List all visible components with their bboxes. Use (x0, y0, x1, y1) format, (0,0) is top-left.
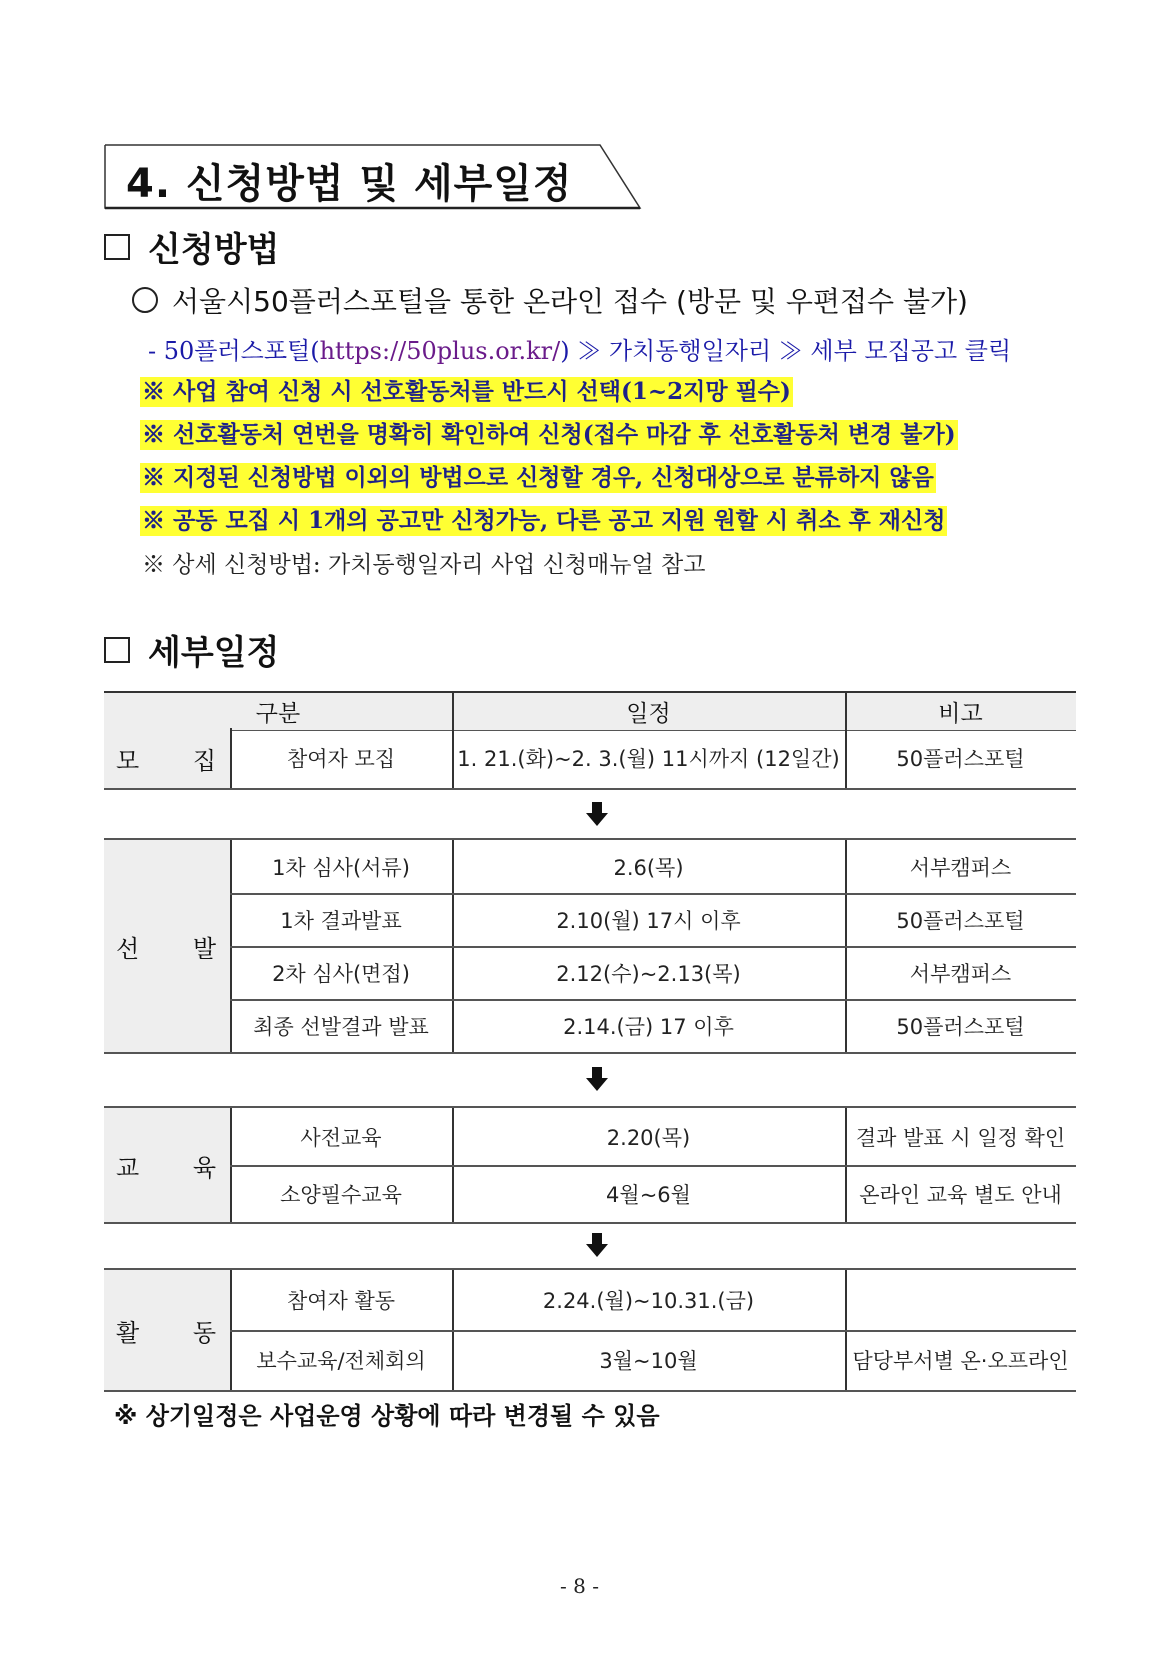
apply-method-heading (104, 222, 279, 271)
table-row-note: 온라인 교육 별도 안내 (859, 1182, 1062, 1207)
table-row-note: 50플러스포털 (896, 747, 1025, 771)
group-recruit (104, 728, 1076, 790)
group-education (104, 1106, 1076, 1224)
down-arrow-icon (584, 1232, 610, 1258)
table-row-note: 서부캠퍼스 (909, 855, 1012, 880)
down-arrow-icon (584, 801, 610, 827)
section-title-box (104, 144, 640, 210)
square-bullet-icon (104, 637, 130, 663)
group-activity (104, 1268, 1076, 1392)
table-row-item: 참여자 활동 (286, 1289, 396, 1313)
table-row-item: 보수교육/전체회의 (256, 1349, 426, 1373)
table-row-date: 2.6(목) (613, 855, 684, 880)
highlight-note-4: ※ 공동 모집 시 1개의 공고만 신청가능, 다른 공고 지원 원할 시 취소 후 재신청 (142, 507, 946, 534)
flow-arrow-2 (104, 1052, 1076, 1106)
table-row-date: 2.12(수)~2.13(목) (556, 961, 741, 986)
table-row-note: 결과 발표 시 일정 확인 (855, 1125, 1066, 1150)
page-number: - 8 - (560, 1574, 599, 1598)
portal-url-link[interactable]: https://50plus.or.kr/ (319, 337, 561, 365)
category-activity: 활 동 (104, 1270, 230, 1390)
main-item-text: 서울시50플러스포털을 통한 온라인 접수 (방문 및 우편접수 불가) (172, 285, 968, 318)
category-recruit: 모 집 (104, 728, 230, 788)
link-prefix: - 50플러스포털( (148, 337, 320, 365)
square-bullet-icon (104, 234, 130, 260)
table-row-item: 최종 선발결과 발표 (253, 1014, 429, 1039)
table-row-note (845, 1270, 1076, 1330)
table-header (104, 691, 1076, 731)
table-row-note: 서부캠퍼스 (909, 961, 1012, 986)
table-row-date: 4월~6월 (606, 1182, 691, 1207)
table-row-note: 50플러스포털 (896, 1014, 1025, 1039)
schedule-change-note: ※ 상기일정은 사업운영 상황에 따라 변경될 수 있음 (114, 1402, 660, 1430)
highlight-note-3: ※ 지정된 신청방법 이외의 방법으로 신청할 경우, 신청대상으로 분류하지 않음 (142, 464, 934, 491)
highlight-note-1: ※ 사업 참여 신청 시 선호활동처를 반드시 선택(1~2지망 필수) (142, 378, 791, 405)
col-header-note: 비고 (938, 701, 983, 727)
portal-path-line (148, 331, 1011, 366)
apply-method-main-item (132, 280, 968, 320)
highlight-note-2: ※ 선호활동처 연번을 명확히 확인하여 신청(접수 마감 후 선호활동처 변경 불가) (142, 421, 956, 448)
table-row-date: 2.10(월) 17시 이후 (556, 908, 741, 933)
category-selection: 선 발 (104, 840, 230, 1052)
table-row-date: 3월~10월 (599, 1349, 698, 1373)
col-header-category: 구분 (255, 701, 301, 727)
table-row-date: 1. 21.(화)~2. 3.(월) 11시까지 (12일간) (457, 747, 840, 771)
table-row-item: 2차 심사(면접) (272, 961, 410, 986)
category-education: 교 육 (104, 1108, 230, 1222)
schedule-heading-text: 세부일정 (148, 633, 280, 673)
col-header-date: 일정 (626, 701, 671, 727)
table-row-date: 2.20(목) (606, 1125, 691, 1150)
table-row-item: 1차 결과발표 (280, 908, 402, 933)
flow-arrow-1 (104, 790, 1076, 838)
table-row-date: 2.14.(금) 17 이후 (563, 1014, 734, 1039)
down-arrow-icon (584, 1066, 610, 1092)
section-title: 4. 신청방법 및 세부일정 (126, 161, 573, 207)
table-row-note: 50플러스포털 (896, 908, 1025, 933)
schedule-heading (104, 625, 279, 674)
group-selection (104, 838, 1076, 1054)
table-row-item: 1차 심사(서류) (272, 855, 410, 880)
circle-bullet-icon (132, 287, 158, 313)
table-row-item: 소양필수교육 (280, 1182, 402, 1207)
table-row-item: 사전교육 (300, 1125, 382, 1150)
table-row-note: 담당부서별 온·오프라인 (852, 1349, 1069, 1373)
apply-method-heading-text: 신청방법 (148, 230, 280, 270)
flow-arrow-3 (104, 1222, 1076, 1268)
link-suffix: ) ≫ 가치동행일자리 ≫ 세부 모집공고 클릭 (560, 337, 1012, 365)
table-row-date: 2.24.(월)~10.31.(금) (542, 1289, 755, 1313)
detail-note: ※ 상세 신청방법: 가치동행일자리 사업 신청매뉴얼 참고 (142, 552, 706, 578)
table-row-item: 참여자 모집 (286, 747, 396, 771)
